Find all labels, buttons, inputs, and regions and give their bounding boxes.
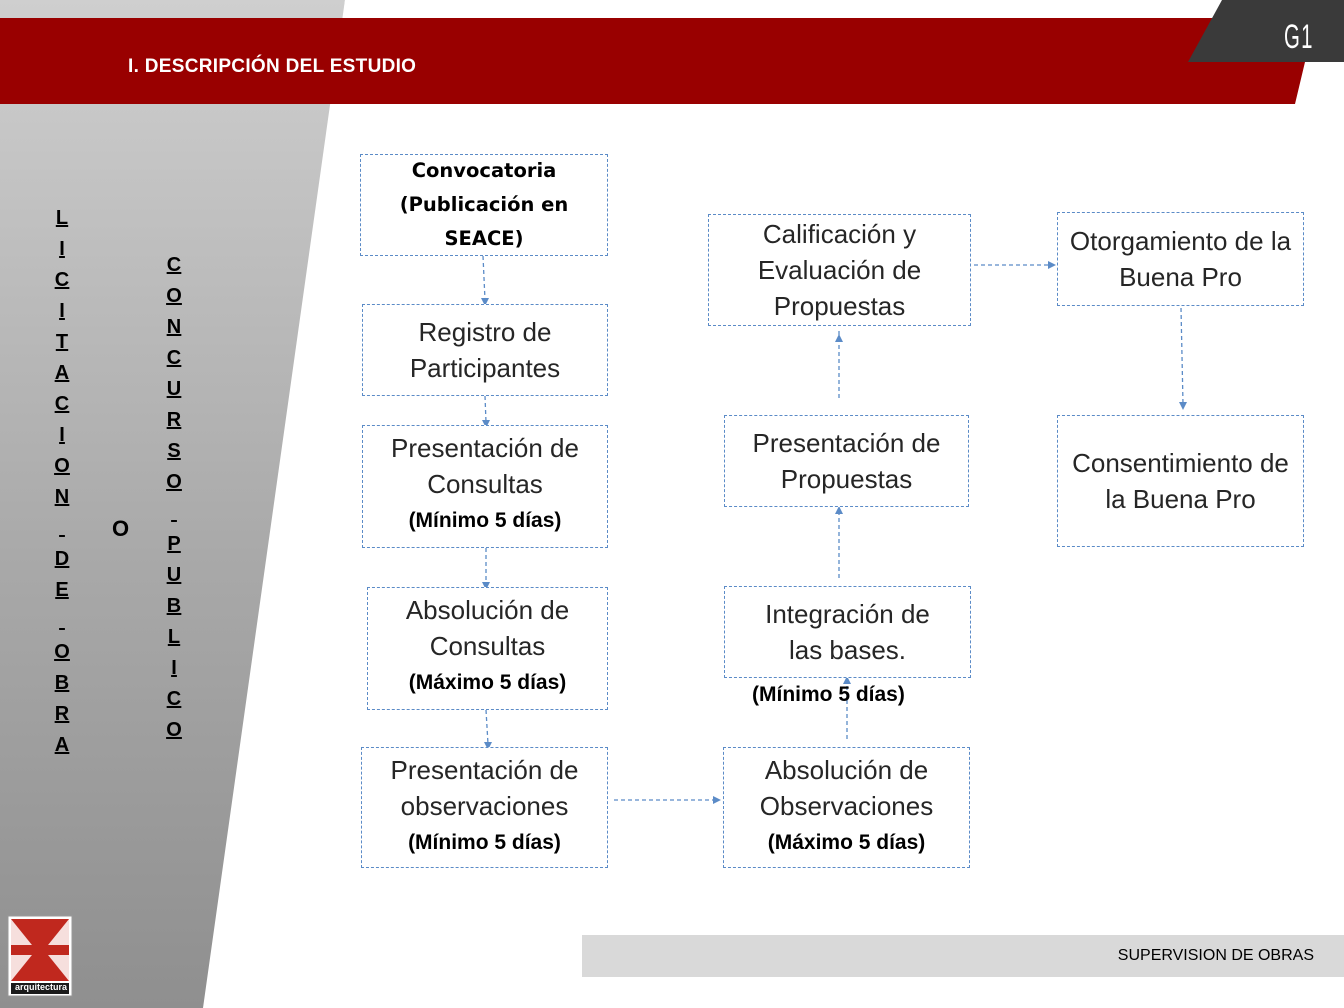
integracion-bases-box xyxy=(724,586,971,678)
presentacion-propuestas-box xyxy=(724,415,969,507)
licitacion-letter: O xyxy=(54,455,70,477)
concurso-letter xyxy=(171,498,177,529)
propuestas-label: Presentación de Propuestas xyxy=(752,428,941,494)
concurso-letter: O xyxy=(166,719,182,741)
consentimiento-buena-pro-box xyxy=(1057,415,1304,547)
licitacion-letter: E xyxy=(55,579,69,601)
licitacion-letter: I xyxy=(59,300,65,322)
footer-text: SUPERVISION DE OBRAS xyxy=(1117,947,1314,964)
licitacion-letter: I xyxy=(59,238,65,260)
licitacion-letter xyxy=(59,513,65,544)
registro-participantes-box xyxy=(362,304,608,396)
consultas-note: (Mínimo 5 días) xyxy=(408,509,562,532)
licitacion-de-obra-vertical-label xyxy=(52,203,72,761)
top-white-strip xyxy=(343,0,1344,18)
concurso-letter: L xyxy=(167,626,181,648)
licitacion-letter: I xyxy=(59,424,65,446)
concurso-letter: C xyxy=(166,688,182,710)
calificacion-label: Calificación y Evaluación de Propuestas xyxy=(757,219,922,321)
licitacion-letter: N xyxy=(54,486,70,508)
section-title: I. DESCRIPCIÓN DEL ESTUDIO xyxy=(128,56,417,77)
absolucion-consultas-note: (Máximo 5 días) xyxy=(408,671,567,694)
concurso-letter: C xyxy=(166,254,182,276)
absolucion-obs-note: (Máximo 5 días) xyxy=(767,831,926,854)
otorgamiento-label: Otorgamiento de la Buena Pro xyxy=(1069,226,1292,292)
absolucion-consultas-label: Absolución de Consultas xyxy=(405,595,570,661)
observaciones-note: (Mínimo 5 días) xyxy=(408,831,561,854)
arrowhead xyxy=(835,506,843,514)
concurso-letter: U xyxy=(166,378,182,400)
concurso-letter: I xyxy=(171,657,177,679)
presentacion-observaciones-box xyxy=(361,747,608,868)
connector-registro-consultas xyxy=(485,396,486,422)
otorgamiento-buena-pro-box xyxy=(1057,212,1304,306)
licitacion-letter: B xyxy=(54,672,70,694)
concurso-letter: U xyxy=(166,564,182,586)
convocatoria-label: Convocatoria (Publicación en SEACE) xyxy=(399,159,569,250)
absolucion-observaciones-box xyxy=(723,747,970,868)
integracion-note: (Mínimo 5 días) xyxy=(752,683,905,706)
observaciones-label: Presentación de observaciones xyxy=(390,755,579,821)
presentacion-consultas-box xyxy=(362,425,608,548)
licitacion-letter: T xyxy=(55,331,69,353)
licitacion-letter: C xyxy=(54,269,70,291)
licitacion-letter: L xyxy=(55,207,69,229)
absolucion-obs-label: Absolución de Observaciones xyxy=(759,755,934,821)
logo-text: arquitectura xyxy=(14,982,67,992)
licitacion-letter: A xyxy=(54,734,70,756)
calificacion-evaluacion-box xyxy=(708,214,971,326)
licitacion-letter xyxy=(59,606,65,637)
arrowhead xyxy=(713,796,721,804)
slide-code: G1 xyxy=(1284,18,1314,56)
or-separator: O xyxy=(112,516,130,541)
consentimiento-label: Consentimiento de la Buena Pro xyxy=(1072,448,1289,514)
concurso-letter: S xyxy=(167,440,181,462)
concurso-letter: O xyxy=(166,285,182,307)
concurso-letter: R xyxy=(166,409,182,431)
concurso-letter: N xyxy=(166,316,182,338)
licitacion-letter: C xyxy=(54,393,70,415)
convocatoria-box xyxy=(360,154,608,256)
arrowhead xyxy=(1179,402,1187,410)
concurso-publico-vertical-label xyxy=(164,250,184,746)
arrowhead xyxy=(1048,261,1056,269)
arrowhead xyxy=(835,334,843,342)
registro-label: Registro de Participantes xyxy=(409,317,561,383)
concurso-letter: C xyxy=(166,347,182,369)
licitacion-letter: D xyxy=(54,548,70,570)
connector-otorgamiento-consentimiento xyxy=(1181,308,1183,404)
absolucion-consultas-box xyxy=(367,587,608,710)
licitacion-letter: R xyxy=(54,703,70,725)
concurso-letter: P xyxy=(167,533,181,555)
concurso-letter: O xyxy=(166,471,182,493)
licitacion-letter: A xyxy=(54,362,70,384)
concurso-letter: B xyxy=(166,595,182,617)
licitacion-letter: O xyxy=(54,641,70,663)
connector-absolucion-observaciones xyxy=(486,710,488,744)
connector-convocatoria-registro xyxy=(483,256,485,300)
integracion-label: Integración de las bases. xyxy=(765,599,930,665)
consultas-label: Presentación de Consultas xyxy=(391,433,579,499)
